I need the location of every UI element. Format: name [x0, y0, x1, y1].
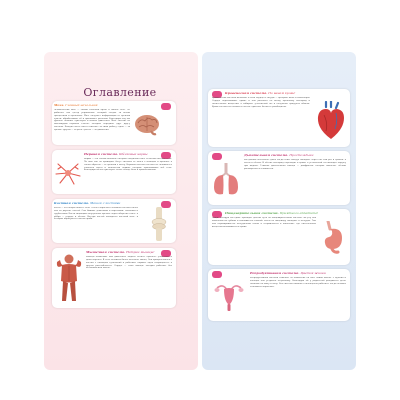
entry-title-highlight: Дыхательная система. — [244, 153, 289, 157]
entry-description: Нервы — это тонкие волокна, которые соединяют мозг со всеми частями тела. По ним, как по проводам, бегут сигналы от мозга к мышцам и органам, а также обратно — от органов к мозгу. Нервная система состоит из головного и спинного мозга и множества нервов, которые пронизывают всё тело. Благодаря ей мы чувствуем тепло, холод, боль и прикосновения. — [84, 158, 172, 172]
entry-title-highlight: Репродуктивная система. — [250, 271, 300, 275]
toc-entry-muscular-system[interactable] — [52, 248, 176, 308]
entry-title-rest: Мешок с костями — [89, 201, 121, 205]
entry-title-rest: Приятного аппетита! — [278, 211, 319, 215]
stomach-illustration — [320, 221, 346, 255]
toc-title: Оглавление — [83, 86, 157, 99]
entry-title — [54, 103, 98, 107]
entry-description: Человеческий мозг — самый сложный орган в нашем теле. Он работает как центр управления, который следит за всеми процессами в организме. Мозг получает информацию от органов чувств, обрабатывает её и принимает решения. Благодаря ему мы думаем, помним, чувствуем и можем двигаться. Мозг состоит из миллиардов нервных клеток, которые передают друг другу сигналы. Каждая часть мозга отвечает за свою работу: одна — за зрение, другая — за речь, третья — за движения. — [54, 109, 130, 131]
entry-title — [250, 271, 326, 275]
page-number-badge — [212, 271, 222, 278]
entry-title-highlight: Пищеварительная система. — [225, 211, 279, 215]
entry-title-rest: Шёлковые нервы — [118, 152, 148, 156]
entry-title — [86, 250, 154, 254]
entry-title — [244, 153, 313, 157]
entry-title-highlight: Мышечная система. — [86, 250, 126, 254]
entry-title-highlight: Нервная система. — [84, 152, 119, 156]
page-number-badge — [212, 153, 222, 160]
entry-description: Кости — это опора нашего тела. Скелет взрослого человека состоит более чем из двухсот костей. Они бывают длинными и короткими, плоскими и трубчатыми. Кости защищают внутренние органы: череп оберегает мозг, а рёбра — сердце и лёгкие. Внутри костей находится костный мозг, в котором образуются клетки крови. — [54, 207, 138, 221]
toc-entry-digestive-system[interactable] — [208, 209, 350, 265]
entry-title-highlight: Костная система. — [54, 201, 90, 205]
entry-title — [225, 211, 318, 215]
entry-title — [54, 201, 120, 205]
entry-title-rest: По венам кровь! — [267, 91, 296, 95]
entry-title-rest: Просто вдыхи — [288, 153, 314, 157]
lungs-illustration — [212, 163, 240, 197]
entry-title-rest: Цветок жизни — [299, 271, 326, 275]
toc-entry-reproductive-system[interactable] — [208, 269, 350, 321]
entry-title — [225, 91, 295, 95]
muscle-man-illustration — [54, 253, 84, 305]
knee-joint-illustration — [148, 207, 170, 241]
entry-description: Репродуктивная система отвечает за появление на свет новой жизни. У мужчин и женщин она устроена по-разному. Благодаря ей у родителей рождаются дети, похожие на маму и папу. Эта система начинает полноценно работать, когда человек становится взрослым. — [250, 277, 346, 288]
toc-entry-respiratory-system[interactable] — [208, 151, 350, 205]
entry-title-rest: Натрии мышцы! — [125, 250, 155, 254]
entry-title-highlight: Кровеносная система. — [225, 91, 268, 95]
entry-title — [84, 152, 148, 156]
toc-entry-brain[interactable] — [52, 101, 176, 145]
heart-illustration — [314, 101, 348, 141]
toc-entry-skeletal-system[interactable] — [52, 199, 176, 243]
toc-entry-nervous-system[interactable] — [52, 150, 176, 194]
entry-description: Мы дышим постоянно, даже когда спим. Воздух попадает через нос или рот в трахею, а затем в лёгкие. В лёгких кислород переходит в кровь, а углекислый газ выходит наружу при выдохе. Главная дыхательная мышца — диафрагма, которая помогает лёгким расширяться и сжиматься. — [244, 159, 346, 170]
entry-description: Кровеносная система включает в себя сердце и сосуды — артерии, вены и капилляры. Сердце перекачивает кровь, и она разносит по всему организму кислород и питательные вещества, а забирает углекислый газ и ненужные продукты обмена. Кровь состоит из плазмы и клеток: красных, белых и тромбоцитов. — [212, 97, 310, 108]
neuron-illustration — [54, 160, 82, 186]
entry-description: Мышцы позволяют нам двигаться: ходить, бегать, прыгать, улыбаться и даже моргать. В теле человека более шестисот мышц. Они прикрепляются к костям с помощью сухожилий и работают парами: одна сокращается, а другая расслабляется. Сердце — тоже мышца, которая работает без остановки всю жизнь. — [86, 256, 172, 270]
entry-description: Пища, которую мы едим, проходит долгий путь по пищеварительной системе. Во рту она измельчается зубами и смачивается слюной, затем по пищеводу попадает в желудок. Там она переваривается желудочным соком и отправляется в кишечник, где питательные вещества всасываются в кровь. — [212, 217, 316, 228]
toc-entry-circulatory-system[interactable] — [208, 89, 350, 147]
entry-title-highlight: Мозг. — [54, 103, 65, 107]
uterus-illustration — [213, 280, 245, 312]
entry-title-rest: Главный начальник — [64, 103, 98, 107]
page-number-badge — [161, 103, 171, 110]
brain-illustration — [134, 113, 162, 137]
